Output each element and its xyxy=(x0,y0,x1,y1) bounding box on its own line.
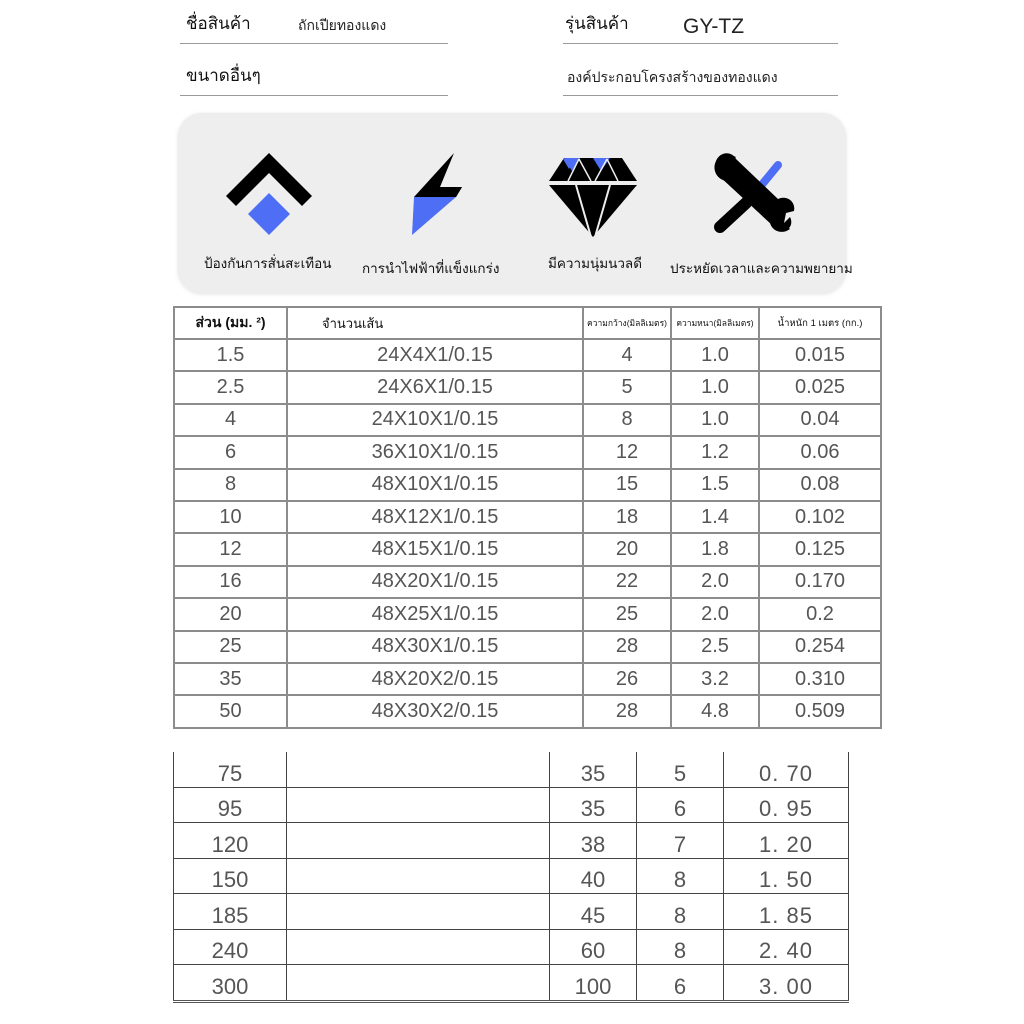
feature-softness xyxy=(528,113,658,293)
feature-caption: ประหยัดเวลาและความพยายาม xyxy=(670,261,853,277)
cell-strands: 24X6X1/0.15 xyxy=(287,371,583,403)
table-row xyxy=(174,965,849,1002)
cell-section: 25 xyxy=(174,631,287,663)
cell-weight: 0.102 xyxy=(759,501,881,533)
cell-weight: 0.08 xyxy=(759,469,881,501)
header-width: ความกว้าง(มิลลิเมตร) xyxy=(583,307,671,339)
cell-section: 4 xyxy=(174,404,287,436)
cell-weight: 0.025 xyxy=(759,371,881,403)
chevron-diamond-icon xyxy=(224,151,314,241)
cell-thickness: 1.0 xyxy=(671,339,759,371)
cell-weight: 0.06 xyxy=(759,436,881,468)
cell-weight: 1. 50 xyxy=(724,858,849,894)
table-row xyxy=(174,501,881,533)
cell-width: 45 xyxy=(550,894,637,930)
header-thickness: ความหนา(มิลลิเมตร) xyxy=(671,307,759,339)
cell-section: 20 xyxy=(174,598,287,630)
feature-conductivity xyxy=(358,113,528,293)
cell-strands: 24X10X1/0.15 xyxy=(287,404,583,436)
cell-section: 8 xyxy=(174,469,287,501)
cell-thickness: 5 xyxy=(637,752,724,787)
table-row xyxy=(174,598,881,630)
cell-section: 150 xyxy=(174,858,287,894)
cell-thickness: 8 xyxy=(637,929,724,965)
cell-section: 10 xyxy=(174,501,287,533)
cell-thickness: 6 xyxy=(637,787,724,823)
cell-section: 1.5 xyxy=(174,339,287,371)
cell-width: 28 xyxy=(583,631,671,663)
cell-strands: 48X15X1/0.15 xyxy=(287,533,583,565)
cell-width: 100 xyxy=(550,965,637,1002)
cell-width: 38 xyxy=(550,823,637,859)
feature-caption: ป้องกันการสั่นสะเทือน xyxy=(204,256,332,272)
cell-strands: 36X10X1/0.15 xyxy=(287,436,583,468)
wrench-screwdriver-icon xyxy=(710,151,796,237)
cell-strands xyxy=(287,823,550,859)
cell-thickness: 1.8 xyxy=(671,533,759,565)
cell-strands xyxy=(287,787,550,823)
features-card xyxy=(178,113,853,293)
cell-width: 35 xyxy=(550,752,637,787)
cell-weight: 2. 40 xyxy=(724,929,849,965)
feature-vibration xyxy=(178,113,358,293)
product-model-label: รุ่นสินค้า xyxy=(565,14,629,34)
product-name-value: ถักเปียทองแดง xyxy=(298,18,387,34)
cell-weight: 0.170 xyxy=(759,566,881,598)
composition-field xyxy=(563,55,838,96)
header-weight: น้ำหนัก 1 เมตร (กก.) xyxy=(759,307,881,339)
composition-value: องค์ประกอบโครงสร้างของทองแดง xyxy=(567,70,778,86)
cell-section: 120 xyxy=(174,823,287,859)
cell-thickness: 1.4 xyxy=(671,501,759,533)
cell-thickness: 7 xyxy=(637,823,724,859)
table-row xyxy=(174,339,881,371)
cell-thickness: 6 xyxy=(637,965,724,1002)
cell-strands: 48X20X2/0.15 xyxy=(287,663,583,695)
table-row xyxy=(174,787,849,823)
product-model-value: GY-TZ xyxy=(683,15,745,38)
product-name-field xyxy=(180,3,448,44)
cell-width: 4 xyxy=(583,339,671,371)
cell-width: 28 xyxy=(583,695,671,727)
cell-thickness: 1.5 xyxy=(671,469,759,501)
header-strands: จำนวนเส้น xyxy=(287,307,583,339)
table-row xyxy=(174,404,881,436)
cell-section: 6 xyxy=(174,436,287,468)
cell-section: 35 xyxy=(174,663,287,695)
cell-width: 22 xyxy=(583,566,671,598)
table-header-row xyxy=(174,307,881,339)
cell-weight: 0.310 xyxy=(759,663,881,695)
spec-table xyxy=(173,306,882,729)
cell-width: 15 xyxy=(583,469,671,501)
product-model-field xyxy=(563,3,838,44)
cell-section: 16 xyxy=(174,566,287,598)
cell-weight: 0. 95 xyxy=(724,787,849,823)
cell-weight: 0.509 xyxy=(759,695,881,727)
table-row xyxy=(174,436,881,468)
table-row xyxy=(174,566,881,598)
cell-thickness: 2.0 xyxy=(671,598,759,630)
table-row xyxy=(174,695,881,727)
cell-strands: 48X25X1/0.15 xyxy=(287,598,583,630)
cell-strands xyxy=(287,894,550,930)
cell-weight: 0. 70 xyxy=(724,752,849,787)
lightning-icon xyxy=(404,151,464,241)
feature-caption: การนำไฟฟ้าที่แข็งแกร่ง xyxy=(362,261,500,277)
cell-thickness: 8 xyxy=(637,858,724,894)
table-row xyxy=(174,371,881,403)
cell-strands: 48X30X1/0.15 xyxy=(287,631,583,663)
table-row xyxy=(174,894,849,930)
cell-thickness: 2.5 xyxy=(671,631,759,663)
cell-section: 50 xyxy=(174,695,287,727)
product-name-label: ชื่อสินค้า xyxy=(186,14,251,34)
cell-section: 12 xyxy=(174,533,287,565)
cell-thickness: 1.0 xyxy=(671,404,759,436)
cell-thickness: 2.0 xyxy=(671,566,759,598)
cell-section: 185 xyxy=(174,894,287,930)
cell-thickness: 8 xyxy=(637,894,724,930)
table-row xyxy=(174,823,849,859)
table-row xyxy=(174,663,881,695)
cell-weight: 0.254 xyxy=(759,631,881,663)
cell-strands: 48X10X1/0.15 xyxy=(287,469,583,501)
table-row xyxy=(174,631,881,663)
cell-width: 12 xyxy=(583,436,671,468)
cell-width: 5 xyxy=(583,371,671,403)
diamond-icon xyxy=(546,155,640,239)
cell-width: 20 xyxy=(583,533,671,565)
cell-width: 26 xyxy=(583,663,671,695)
table-row xyxy=(174,752,849,787)
table-row xyxy=(174,858,849,894)
cell-width: 40 xyxy=(550,858,637,894)
cell-strands xyxy=(287,965,550,1002)
other-size-field xyxy=(180,55,448,96)
table-row xyxy=(174,533,881,565)
cell-strands: 48X20X1/0.15 xyxy=(287,566,583,598)
cell-strands xyxy=(287,929,550,965)
cell-section: 75 xyxy=(174,752,287,787)
feature-caption: มีความนุ่มนวลดี xyxy=(548,256,642,272)
cell-width: 25 xyxy=(583,598,671,630)
cell-strands xyxy=(287,858,550,894)
cell-strands: 48X30X2/0.15 xyxy=(287,695,583,727)
cell-weight: 0.04 xyxy=(759,404,881,436)
cell-width: 8 xyxy=(583,404,671,436)
cell-weight: 0.015 xyxy=(759,339,881,371)
cell-thickness: 3.2 xyxy=(671,663,759,695)
cell-weight: 0.2 xyxy=(759,598,881,630)
cell-strands: 48X12X1/0.15 xyxy=(287,501,583,533)
spec-table-large xyxy=(173,752,849,1003)
cell-section: 95 xyxy=(174,787,287,823)
cell-strands: 24X4X1/0.15 xyxy=(287,339,583,371)
feature-time-saving xyxy=(658,113,853,293)
table-row xyxy=(174,469,881,501)
table-row xyxy=(174,929,849,965)
cell-weight: 1. 85 xyxy=(724,894,849,930)
cell-thickness: 4.8 xyxy=(671,695,759,727)
cell-thickness: 1.2 xyxy=(671,436,759,468)
cell-weight: 3. 00 xyxy=(724,965,849,1002)
cell-section: 240 xyxy=(174,929,287,965)
cell-section: 300 xyxy=(174,965,287,1002)
cell-width: 18 xyxy=(583,501,671,533)
header-section: ส่วน (มม. ²) xyxy=(174,307,287,339)
cell-width: 35 xyxy=(550,787,637,823)
cell-width: 60 xyxy=(550,929,637,965)
cell-weight: 0.125 xyxy=(759,533,881,565)
other-size-label: ขนาดอื่นๆ xyxy=(186,66,261,86)
cell-strands xyxy=(287,752,550,787)
cell-section: 2.5 xyxy=(174,371,287,403)
cell-weight: 1. 20 xyxy=(724,823,849,859)
cell-thickness: 1.0 xyxy=(671,371,759,403)
